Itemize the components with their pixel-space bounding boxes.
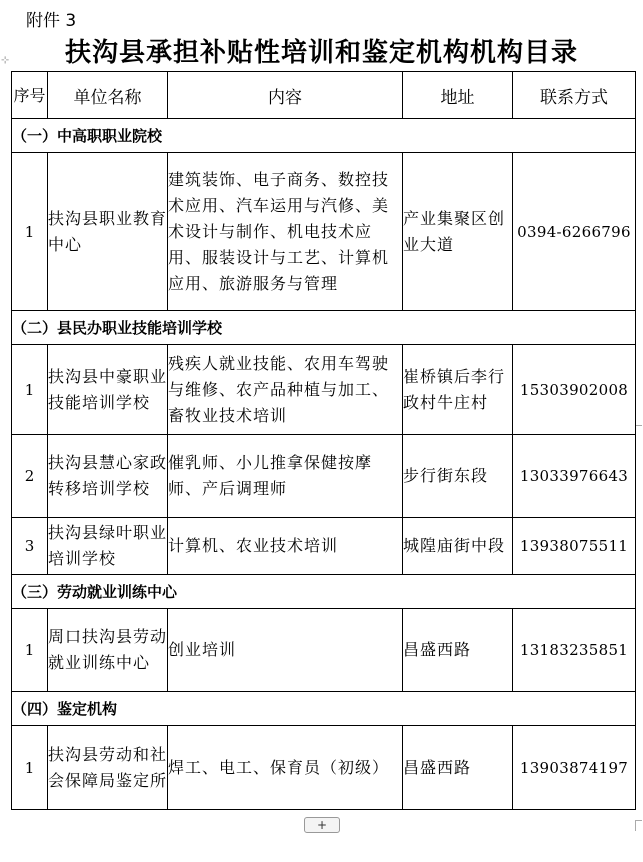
table-row — [12, 435, 636, 518]
document-title: 扶沟县承担补贴性培训和鉴定机构机构目录 — [64, 38, 578, 68]
cell-content: 计算机、农业技术培训 — [168, 518, 403, 575]
cell-seq: 3 — [12, 518, 48, 575]
directory-table — [11, 71, 636, 810]
cell-contact: 13183235851 — [513, 609, 636, 692]
cell-name: 周口扶沟县劳动就业训练中心 — [48, 609, 168, 692]
cell-contact: 13903874197 — [513, 726, 636, 810]
cell-name: 扶沟县绿叶职业培训学校 — [48, 518, 168, 575]
table-header-row — [12, 72, 636, 119]
cell-address: 昌盛西路 — [403, 726, 513, 810]
table-move-handle-icon[interactable]: ⊹ — [1, 55, 10, 66]
table-row — [12, 153, 636, 311]
cell-seq: 1 — [12, 153, 48, 311]
cell-address: 昌盛西路 — [403, 609, 513, 692]
row-resize-marker-icon — [635, 425, 642, 436]
cell-seq: 1 — [12, 726, 48, 810]
cell-address: 城隍庙街中段 — [403, 518, 513, 575]
section-title: （二）县民办职业技能培训学校 — [12, 311, 636, 345]
table-row — [12, 726, 636, 810]
header-seq: 序号 — [12, 72, 48, 119]
section-title: （三）劳动就业训练中心 — [12, 575, 636, 609]
cell-content: 残疾人就业技能、农用车驾驶与维修、农产品种植与加工、畜牧业技术培训 — [168, 345, 403, 435]
header-contact: 联系方式 — [513, 72, 636, 119]
cell-contact: 15303902008 — [513, 345, 636, 435]
cell-content: 建筑装饰、电子商务、数控技术应用、汽车运用与汽修、美术设计与制作、机电技术应用、服装设计与工艺、计算机应用、旅游服务与管理 — [168, 153, 403, 311]
cell-name: 扶沟县劳动和社会保障局鉴定所 — [48, 726, 168, 810]
cell-content: 催乳师、小儿推拿保健按摩师、产后调理师 — [168, 435, 403, 518]
cell-seq: 1 — [12, 345, 48, 435]
row-resize-marker-icon — [635, 820, 642, 831]
cell-address: 崔桥镇后李行政村牛庄村 — [403, 345, 513, 435]
cell-address: 产业集聚区创业大道 — [403, 153, 513, 311]
section-row — [12, 119, 636, 153]
cell-seq: 1 — [12, 609, 48, 692]
cell-name: 扶沟县中豪职业技能培训学校 — [48, 345, 168, 435]
table-row — [12, 345, 636, 435]
cell-name: 扶沟县慧心家政转移培训学校 — [48, 435, 168, 518]
cell-contact: 13033976643 — [513, 435, 636, 518]
cell-address: 步行街东段 — [403, 435, 513, 518]
section-title: （一）中高职职业院校 — [12, 119, 636, 153]
cell-seq: 2 — [12, 435, 48, 518]
cell-content: 创业培训 — [168, 609, 403, 692]
table-row — [12, 609, 636, 692]
cell-contact: 0394-6266796 — [513, 153, 636, 311]
cell-name: 扶沟县职业教育中心 — [48, 153, 168, 311]
section-row — [12, 575, 636, 609]
cell-contact: 13938075511 — [513, 518, 636, 575]
add-row-button[interactable]: + — [304, 817, 340, 833]
attachment-label: 附件 3 — [26, 11, 77, 31]
header-address: 地址 — [403, 72, 513, 119]
header-content: 内容 — [168, 72, 403, 119]
section-row — [12, 311, 636, 345]
cell-content: 焊工、电工、保育员（初级） — [168, 726, 403, 810]
section-title: （四）鉴定机构 — [12, 692, 636, 726]
table-row — [12, 518, 636, 575]
section-row — [12, 692, 636, 726]
header-name: 单位名称 — [48, 72, 168, 119]
